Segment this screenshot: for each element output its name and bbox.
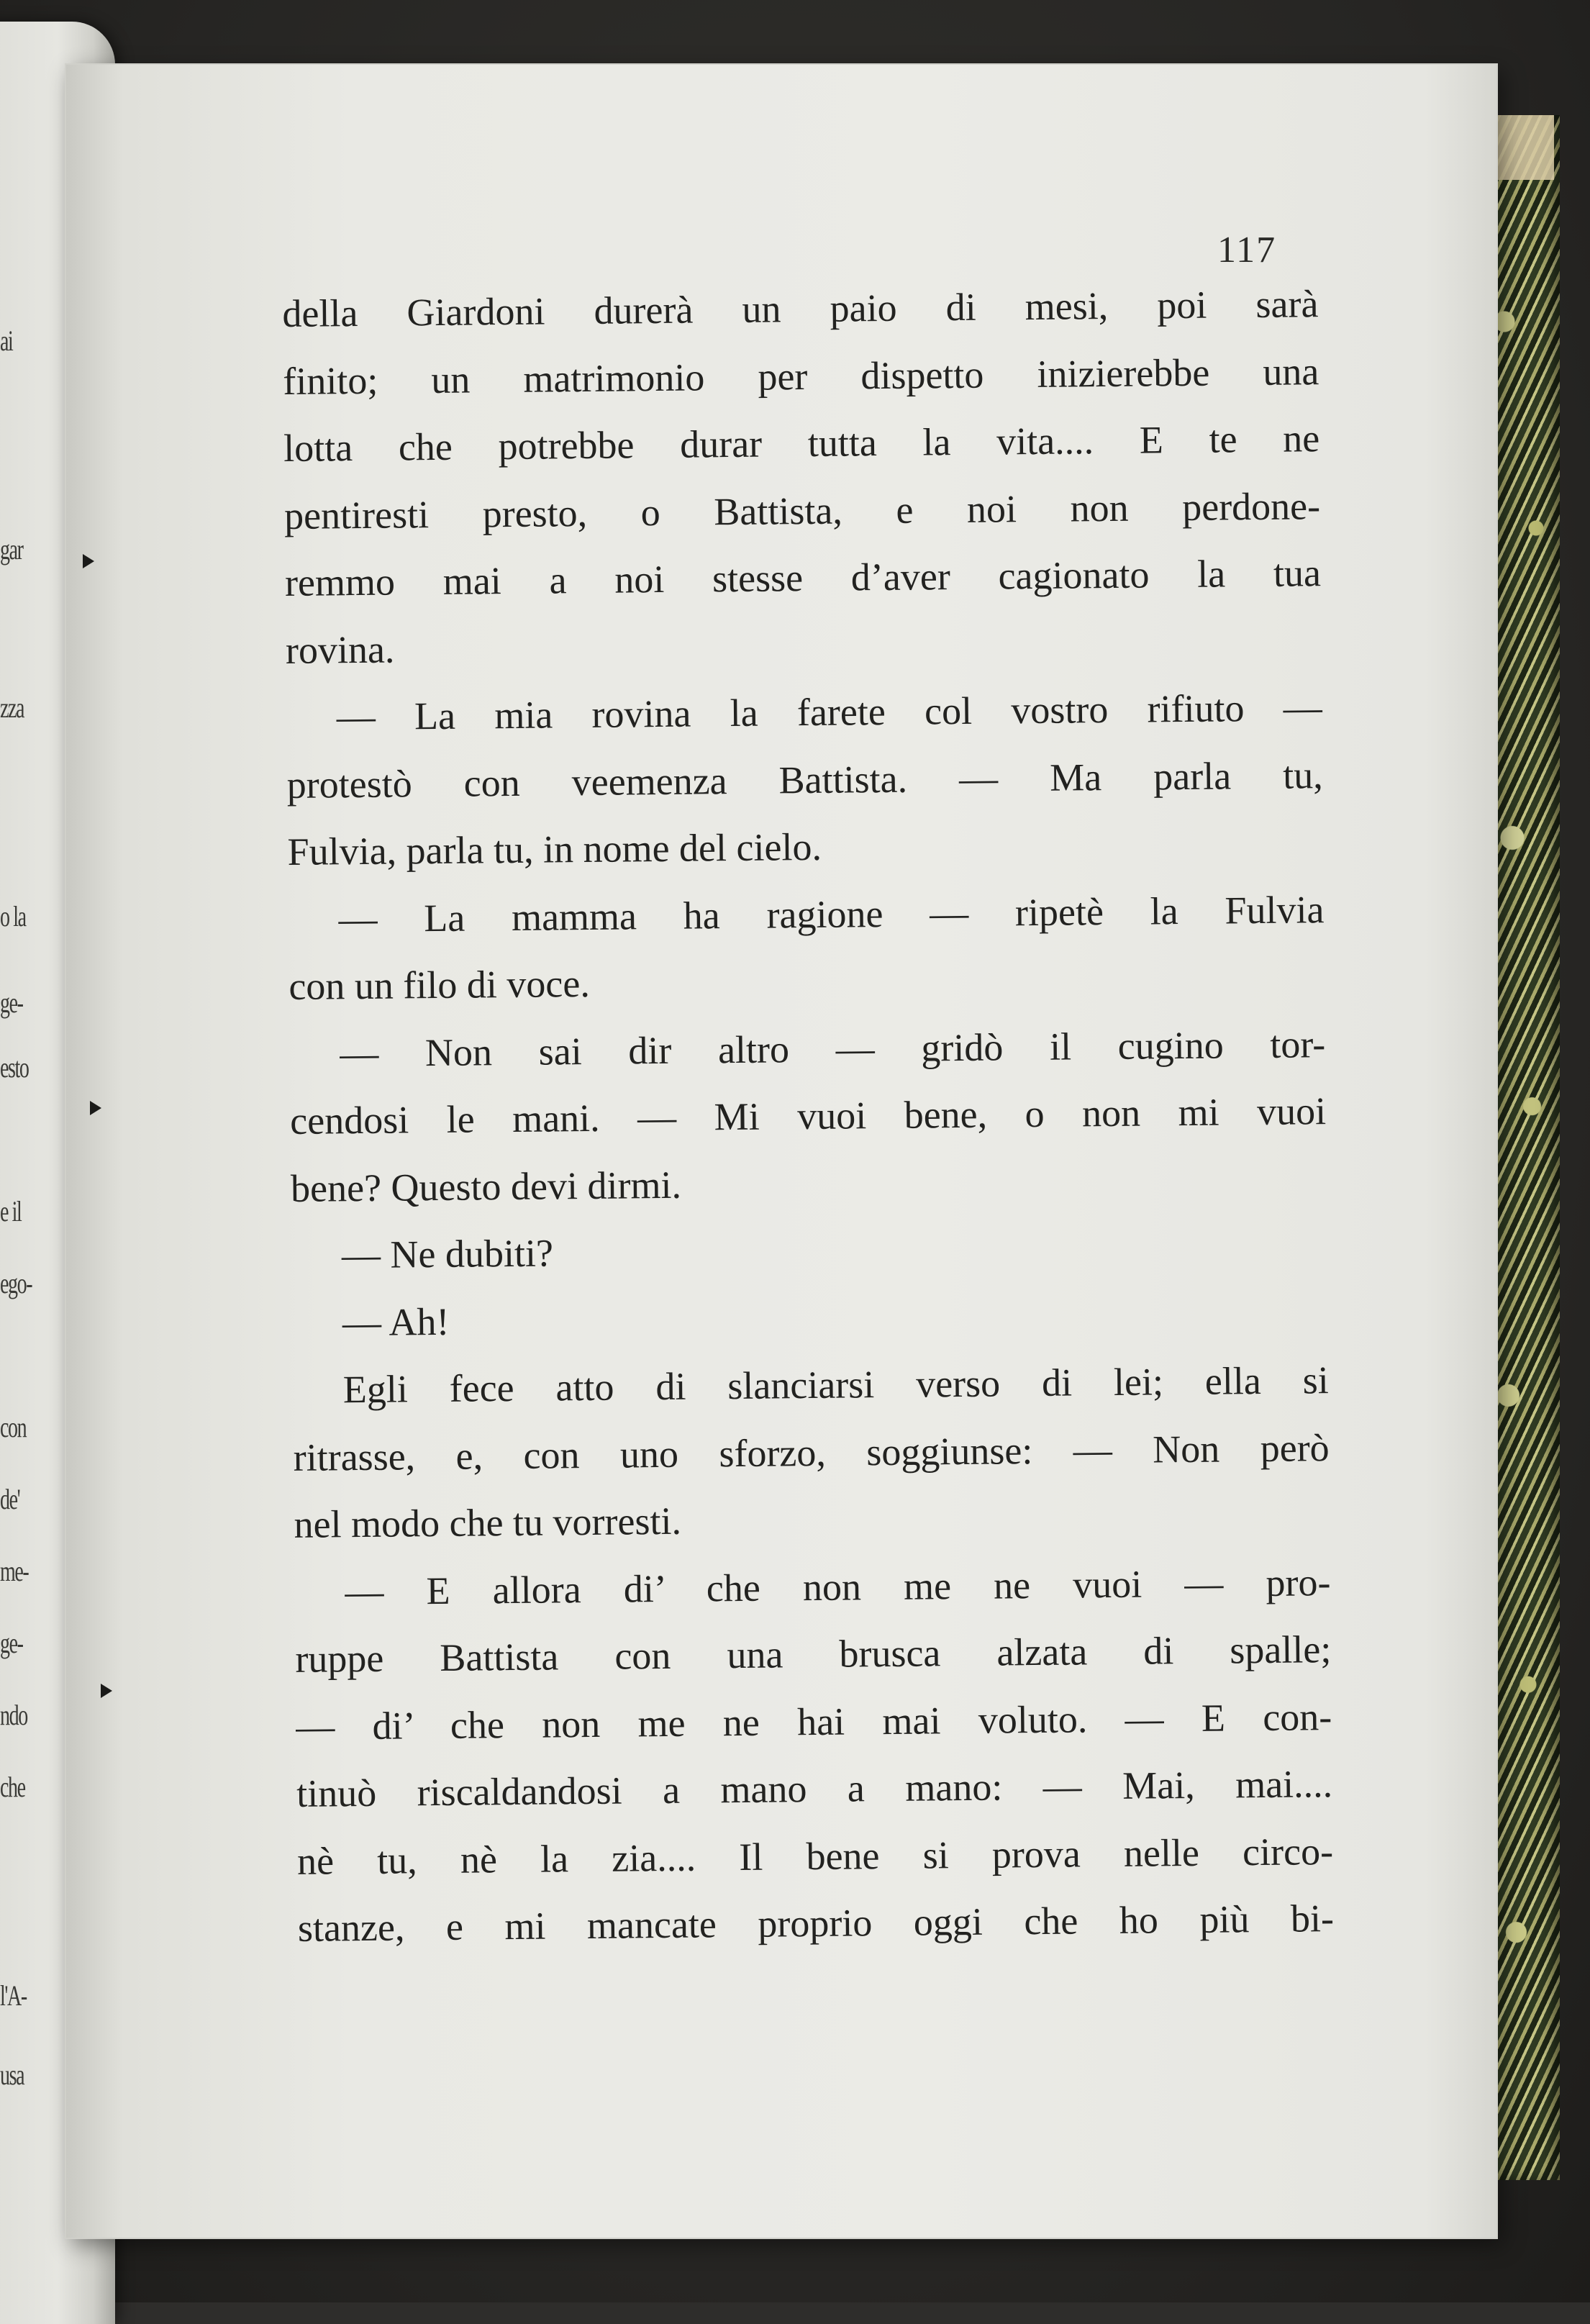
margin-text-fragment: con (0, 1411, 27, 1443)
text-line: remmo mai a noi stesse d’aver cagionato la tua (284, 551, 1322, 604)
text-line: Fulvia, parla tu, in nome del cielo. (287, 825, 822, 873)
text-line: — E allora di’ che non me ne vuoi — pro- (345, 1560, 1331, 1613)
margin-text-fragment: che (0, 1771, 25, 1803)
margin-text-fragment: esto (0, 1051, 29, 1084)
margin-text-fragment: o la (0, 900, 26, 932)
gutter-mark (90, 1101, 101, 1115)
text-line: ritrasse, e, con uno sforzo, soggiunse: — Non però (293, 1425, 1330, 1479)
text-line: — La mamma ha ragione — ripetè la Fulvia (338, 887, 1325, 940)
margin-text-fragment: e il (0, 1195, 22, 1227)
text-line: — La mia rovina la farete col vostro rifiuto — (336, 686, 1323, 739)
margin-text-fragment: l'A- (0, 1979, 27, 2012)
text-line: bene? Questo devi dirmi. (290, 1163, 682, 1210)
page-number: 117 (1217, 230, 1277, 271)
text-line: pentiresti presto, o Battista, e noi non perdone- (283, 484, 1321, 537)
margin-text-fragment: ge- (0, 986, 23, 1019)
margin-text-fragment: gar (0, 533, 23, 566)
text-line: cendosi le mani. — Mi vuoi bene, o non mi vuoi (289, 1089, 1327, 1143)
margin-text-fragment: ego- (0, 1267, 32, 1299)
text-line: con un filo di voce. (289, 961, 591, 1008)
margin-text-fragment: de' (0, 1483, 20, 1515)
gutter-mark (83, 554, 94, 568)
text-line: — Ah! (342, 1299, 450, 1344)
text-line: ruppe Battista con una brusca alzata di spalle; (295, 1628, 1332, 1681)
margin-text-fragment: ai (0, 324, 13, 357)
text-line: — di’ che non me ne hai mai voluto. — E con- (296, 1694, 1332, 1748)
text-line: — Ne dubiti? (341, 1231, 554, 1277)
text-line: stanze, e mi mancate proprio oggi che ho più bi- (297, 1897, 1335, 1950)
text-line: tinuò riscaldandosi a mano a mano: — Mai, mai.... (296, 1762, 1333, 1815)
margin-text-fragment: ge- (0, 1627, 23, 1659)
margin-text-fragment: zza (0, 691, 24, 724)
gutter-mark (101, 1684, 112, 1698)
text-line: rovina. (285, 627, 395, 672)
margin-text-fragment: me- (0, 1555, 29, 1587)
page-text-block (282, 271, 1334, 1962)
text-line: protestò con veemenza Battista. — Ma parla tu, (286, 753, 1323, 807)
book-page (66, 65, 1496, 2238)
text-line: lotta che potrebbe durar tutta la vita.... E te ne (283, 417, 1320, 470)
margin-text-fragment: ndo (0, 1699, 27, 1731)
margin-text-fragment: usa (0, 2059, 24, 2091)
text-line: nel modo che tu vorresti. (294, 1499, 682, 1546)
text-line: della Giardoni durerà un paio di mesi, poi sarà (282, 282, 1319, 335)
text-line: finito; un matrimonio per dispetto inizierebbe una (283, 349, 1319, 403)
text-line: — Non sai dir altro — gridò il cugino tor- (340, 1022, 1326, 1075)
text-line: nè tu, nè la zia.... Il bene si prova nelle circo- (296, 1829, 1334, 1883)
text-line: Egli fece atto di slanciarsi verso di lei; ella si (342, 1358, 1330, 1412)
